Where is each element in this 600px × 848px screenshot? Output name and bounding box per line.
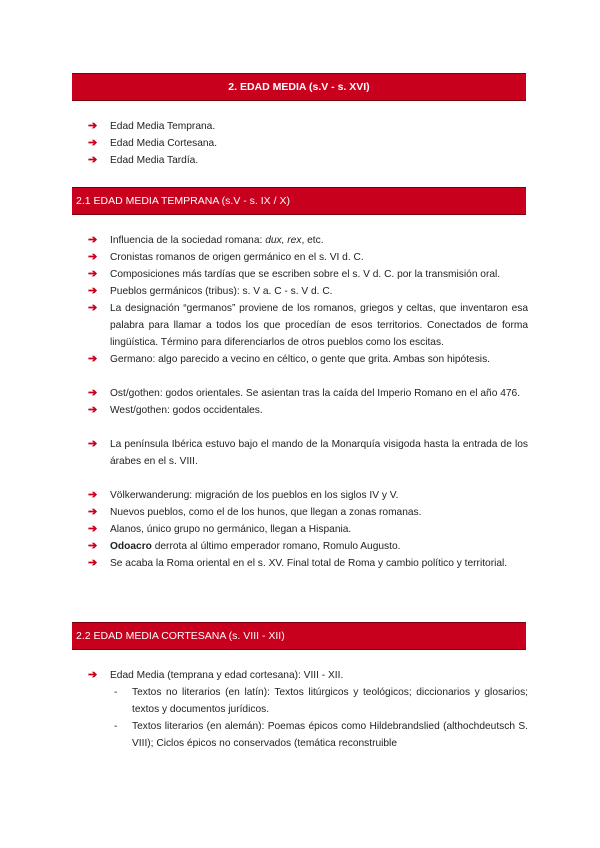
list-item: ➔ Edad Media Temprana. (88, 118, 528, 135)
list-item: ➔ Edad Media Cortesana. (88, 135, 528, 152)
list-item: ➔ Ost/gothen: godos orientales. Se asientan tras la caída del Imperio Romano en el año 476. (88, 385, 528, 402)
intro-list (88, 118, 528, 169)
section-2-1-list (88, 232, 528, 572)
arrow-icon: ➔ (88, 353, 98, 365)
dash-icon: - (114, 721, 118, 732)
list-item: ➔ Se acaba la Roma oriental en el s. XV. Final total de Roma y cambio político y territorial. (88, 555, 528, 572)
arrow-icon: ➔ (88, 137, 98, 149)
list-item: ➔ Völkerwanderung: migración de los pueblos en los siglos IV y V. (88, 487, 528, 504)
sub-list-item: - Textos no literarios (en latín): Textos litúrgicos y teológicos; diccionarios y glosarios; textos y documentos jurídicos. (110, 684, 528, 718)
list-item: ➔ Alanos, único grupo no germánico, llegan a Hispania. (88, 521, 528, 538)
list-item: ➔ Edad Media Tardía. (88, 152, 528, 169)
arrow-icon: ➔ (88, 285, 98, 297)
list-item: ➔ Composiciones más tardías que se escriben sobre el s. V d. C. por la transmisión oral. (88, 266, 528, 283)
arrow-icon: ➔ (88, 302, 98, 314)
spacer (88, 419, 528, 436)
section-2-2-list (88, 667, 528, 752)
arrow-icon: ➔ (88, 438, 98, 450)
section-2-1-banner (72, 187, 526, 215)
list-item: ➔ Germano: algo parecido a vecino en céltico, o gente que grita. Ambas son hipótesis. (88, 351, 528, 368)
arrow-icon: ➔ (88, 404, 98, 416)
arrow-icon: ➔ (88, 234, 98, 246)
spacer (88, 470, 528, 487)
section-2-2-title: 2.2 EDAD MEDIA CORTESANA (s. VIII - XII) (76, 630, 285, 642)
list-item: ➔ Influencia de la sociedad romana: dux, rex, etc. (88, 232, 528, 249)
arrow-icon: ➔ (88, 251, 98, 263)
arrow-icon: ➔ (88, 120, 98, 132)
arrow-icon: ➔ (88, 268, 98, 280)
list-item: ➔ Odoacro derrota al último emperador romano, Romulo Augusto. (88, 538, 528, 555)
list-item: ➔ Pueblos germánicos (tribus): s. V a. C - s. V d. C. (88, 283, 528, 300)
arrow-icon: ➔ (88, 557, 98, 569)
spacer (88, 368, 528, 385)
arrow-icon: ➔ (88, 540, 98, 552)
main-heading: 2. EDAD MEDIA (s.V - s. XVI) (228, 81, 370, 93)
arrow-icon: ➔ (88, 669, 98, 681)
arrow-icon: ➔ (88, 506, 98, 518)
list-item: ➔ Cronistas romanos de origen germánico en el s. VI d. C. (88, 249, 528, 266)
list-item: ➔ Edad Media (temprana y edad cortesana): VIII - XII. - Textos no literarios (en latín): Textos litúrgicos y teológicos; diccionarios y glosarios; textos y documentos jurídicos. - Textos literarios (en alemán): Poemas épicos como Hildebrandslied (althochdeutsch S. VIII); Ciclos épicos no conservados (temática reconstruible (88, 667, 528, 752)
section-2-2-banner (72, 622, 526, 650)
dash-icon: - (114, 687, 118, 698)
arrow-icon: ➔ (88, 154, 98, 166)
list-item: ➔ La península Ibérica estuvo bajo el mando de la Monarquía visigoda hasta la entrada de los árabes en el s. VIII. (88, 438, 528, 467)
arrow-icon: ➔ (88, 387, 98, 399)
arrow-icon: ➔ (88, 489, 98, 501)
list-item: ➔ West/gothen: godos occidentales. (88, 402, 528, 419)
list-item: ➔ Nuevos pueblos, como el de los hunos, que llegan a zonas romanas. (88, 504, 528, 521)
sub-list-item: - Textos literarios (en alemán): Poemas épicos como Hildebrandslied (althochdeutsch S. VIII); Ciclos épicos no conservados (temática reconstruible (110, 718, 528, 752)
list-item: ➔ La designación “germanos” proviene de los romanos, griegos y celtas, que inventaron esa palabra para llamar a todos los que procedían de esos territorios. Conectados de forma lingüística. Término para diferenciarlos de otros pueblos como los escitas. (88, 302, 528, 348)
arrow-icon: ➔ (88, 523, 98, 535)
main-heading-banner (72, 73, 526, 101)
section-2-1-title: 2.1 EDAD MEDIA TEMPRANA (s.V - s. IX / X) (76, 195, 290, 207)
sub-list (110, 684, 528, 752)
